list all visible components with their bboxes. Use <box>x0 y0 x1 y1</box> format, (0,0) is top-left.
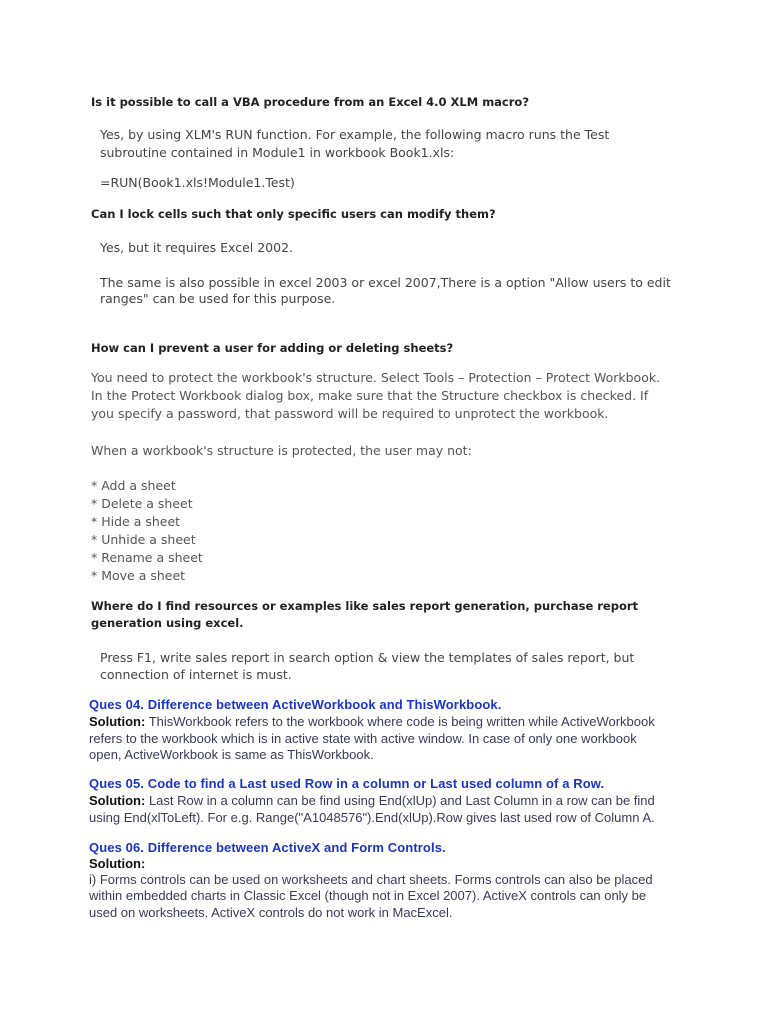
answer-text: subroutine contained in Module1 in workbook Book1.xls: <box>100 145 455 160</box>
restriction-list <box>91 477 203 585</box>
ques05-solution <box>89 793 655 810</box>
answer-text: you specify a password, that password will be required to unprotect the workbook. <box>91 406 609 421</box>
list-item: * Delete a sheet <box>91 496 193 511</box>
question-vba-from-xlm: Is it possible to call a VBA procedure from an Excel 4.0 XLM macro? <box>91 95 529 109</box>
solution-label: Solution: <box>89 793 146 808</box>
question-lock-cells: Can I lock cells such that only specific users can modify them? <box>91 207 496 221</box>
ques06-solution-label <box>89 856 145 873</box>
question-resources: Where do I find resources or examples like sales report generation, purchase report <box>91 599 639 613</box>
question-prevent-sheets: How can I prevent a user for adding or deleting sheets? <box>91 341 454 355</box>
solution-text: Last Row in a column can be find using End(xlUp) and Last Column in a row can be find <box>145 793 655 808</box>
answer-text: Yes, but it requires Excel 2002. <box>100 240 293 255</box>
answer-text: ranges" can be used for this purpose. <box>100 291 336 306</box>
solution-text: open, ActiveWorkbook is same as ThisWorkbook. <box>89 747 374 762</box>
question-resources-cont: generation using excel. <box>91 616 244 630</box>
list-item: * Unhide a sheet <box>91 532 196 547</box>
list-item: * Add a sheet <box>91 478 176 493</box>
answer-text: When a workbook's structure is protected, the user may not: <box>91 443 472 458</box>
answer-code: =RUN(Book1.xls!Module1.Test) <box>100 175 295 190</box>
ques04-solution <box>89 714 655 731</box>
answer-text: Yes, by using XLM's RUN function. For example, the following macro runs the Test <box>100 127 610 142</box>
solution-label: Solution: <box>89 714 146 729</box>
ques05-heading: Ques 05. Code to find a Last used Row in a column or Last used column of a Row. <box>89 776 605 791</box>
list-item: * Move a sheet <box>91 568 186 583</box>
list-item: * Rename a sheet <box>91 550 203 565</box>
solution-text: using End(xlToLeft). For e.g. Range("A1048576").End(xlUp).Row gives last used row of Column A. <box>89 810 655 825</box>
list-item: * Hide a sheet <box>91 514 181 529</box>
answer-text: Press F1, write sales report in search option & view the templates of sales report, but <box>100 650 635 665</box>
solution-text: used on worksheets. ActiveX controls do not work in MacExcel. <box>89 905 453 920</box>
solution-text: refers to the workbook which is in active state with active window. In case of only one workbook <box>89 731 637 746</box>
solution-label: Solution: <box>89 856 146 871</box>
answer-text: The same is also possible in excel 2003 or excel 2007,There is a option "Allow users to edit <box>100 275 671 290</box>
solution-text: i) Forms controls can be used on worksheets and chart sheets. Forms controls can also be placed <box>89 872 653 887</box>
ques04-heading: Ques 04. Difference between ActiveWorkbook and ThisWorkbook. <box>89 697 502 712</box>
answer-text: In the Protect Workbook dialog box, make sure that the Structure checkbox is checked. If <box>91 388 649 403</box>
answer-text: connection of internet is must. <box>100 667 292 682</box>
answer-text: You need to protect the workbook's structure. Select Tools – Protection – Protect Workbook. <box>91 370 661 385</box>
solution-text: within embedded charts in Classic Excel (though not in Excel 2007). ActiveX controls can only be <box>89 888 647 903</box>
ques06-heading: Ques 06. Difference between ActiveX and Form Controls. <box>89 840 446 855</box>
solution-text: ThisWorkbook refers to the workbook where code is being written while ActiveWorkbook <box>145 714 655 729</box>
